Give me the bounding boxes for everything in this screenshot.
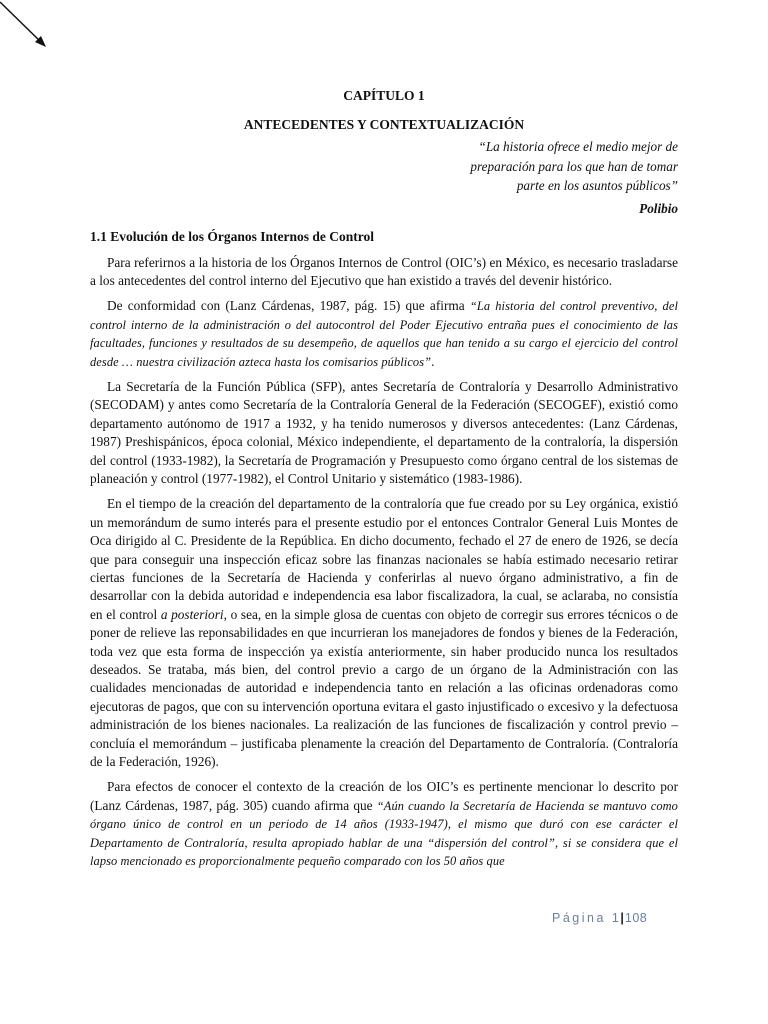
epigraph-line: preparación para los que han de tomar (470, 158, 678, 174)
epigraph-line: parte en los asuntos públicos” (516, 178, 678, 193)
paragraph-text: De conformidad con (Lanz Cárdenas, 1987, pág. 15) que afirma (107, 298, 470, 314)
italic-term: a posteriori (160, 606, 224, 622)
chapter-title: ANTECEDENTES Y CONTEXTUALIZACIÓN (243, 117, 525, 132)
arrow-icon (0, 0, 60, 60)
paragraph-text: , o sea, en la simple glosa de cuentas con objeto de corregir sus errores técnicos o de poner de relieve las reponsabilidades en que incurrieran los manejadores de fondos y bienes de la Federación, toda vez que esta forma de inspección ya existía anteriormente, sin haber producido nunca los resultados deseados. Se trataba, más bien, del control previo a cargo de un órgano de la Administración con las cualidades mencionadas de autoridad e independencia tanto en relación a las oficinas ordenadoras como ejecutoras de pagos, que con su intervención oportuna evitara el gasto injustificado o excesivo y la defectuosa administración de los bienes nacionales. La realización de las funciones de fiscalización y control previo – concluía el memorándum – justificaba plenamente la creación del Departamento de Contraloría. (Contraloría de la Federación, 1926). (90, 606, 678, 770)
paragraph-text: Para efectos de conocer el contexto de la creación de los OIC’s es pertinente mencionar lo descrito por (Lanz Cárdenas, 1987, pág. 305) cuando afirma que (90, 779, 678, 813)
quotation: “La historia del control preventivo, del control interno de la administración o del autocontrol del Poder Ejecutivo entraña pues el conocimiento de las facultades, funciones y resultados de su desempeño, de aquellos que han tenido a su cargo el ejercicio del control desde … nuestra civilización azteca hasta los comisarios públicos” (90, 299, 678, 369)
epigraph-line: “La historia ofrece el medio mejor de (478, 139, 678, 154)
section-heading: 1.1 Evolución de los Órganos Internos de Control (90, 228, 375, 244)
paragraph (90, 495, 678, 771)
paragraph (90, 778, 678, 870)
paragraph-text: . (431, 353, 435, 369)
quotation: “Aún cuando la Secretaría de Hacienda se mantuvo como órgano único de control en un periodo de 14 años (1933-1947), el mismo que duró con ese carácter el Departamento de Contraloría, resulta apropiado hablar de una “dispersión del control”, si se considera que el lapso mencionado es proporcionalmente pequeño comparado con los 50 años que (90, 798, 678, 869)
page-label: Página (552, 911, 606, 925)
total-pages: 108 (624, 911, 648, 925)
epigraph (90, 137, 678, 196)
page-number: 1 (611, 911, 620, 925)
paragraph: La Secretaría de la Función Pública (SFP), antes Secretaría de Contraloría y Desarrollo Administrativo (SECODAM) y antes como Secretaría de la Contraloría General de la Federación (SECOGEF), existió como departamento autónomo de 1917 a 1932, y ha tenido numerosos y diversos antecedentes: (Lanz Cárdenas, 1987) Preshispánicos, época colonial, México independiente, el departamento de la contraloría, la dispersión del control (1933-1982), la Secretaría de Programación y Presupuesto como órgano central de los sistemas de planeación y control (1977-1982), el Control Unitario y sistemático (1983-1986). (90, 378, 678, 486)
page-separator: | (620, 911, 624, 925)
paragraph (90, 297, 678, 371)
page-footer (552, 911, 647, 925)
paragraph: Para referirnos a la historia de los Órganos Internos de Control (OIC’s) en México, es necesario trasladarse a los antecedentes del control interno del Ejecutivo que han existido a través del devenir histórico. (90, 254, 678, 288)
epigraph-author: Polibio (639, 200, 678, 216)
document-page (90, 88, 678, 871)
paragraph-text: En el tiempo de la creación del departamento de la contraloría que fue creado por su Ley orgánica, existió un memorándum de sumo interés para el presente estudio por el entonces Contralor General Luis Montes de Oca dirigido al C. Presidente de la República. En dicho documento, fechado el 27 de enero de 1926, se decía que para conseguir una inspección eficaz sobre las finanzas nacionales se había estimado necesario retirar ciertas funciones de la Secretaría de Hacienda y conferirlas al nuevo órgano administrativo, a fin de desarrollar con la debida autoridad e independencia esa labor fiscalizadora, la cual, se aclaraba, no consistía en el control (90, 496, 678, 622)
chapter-number: CAPÍTULO 1 (343, 88, 425, 103)
